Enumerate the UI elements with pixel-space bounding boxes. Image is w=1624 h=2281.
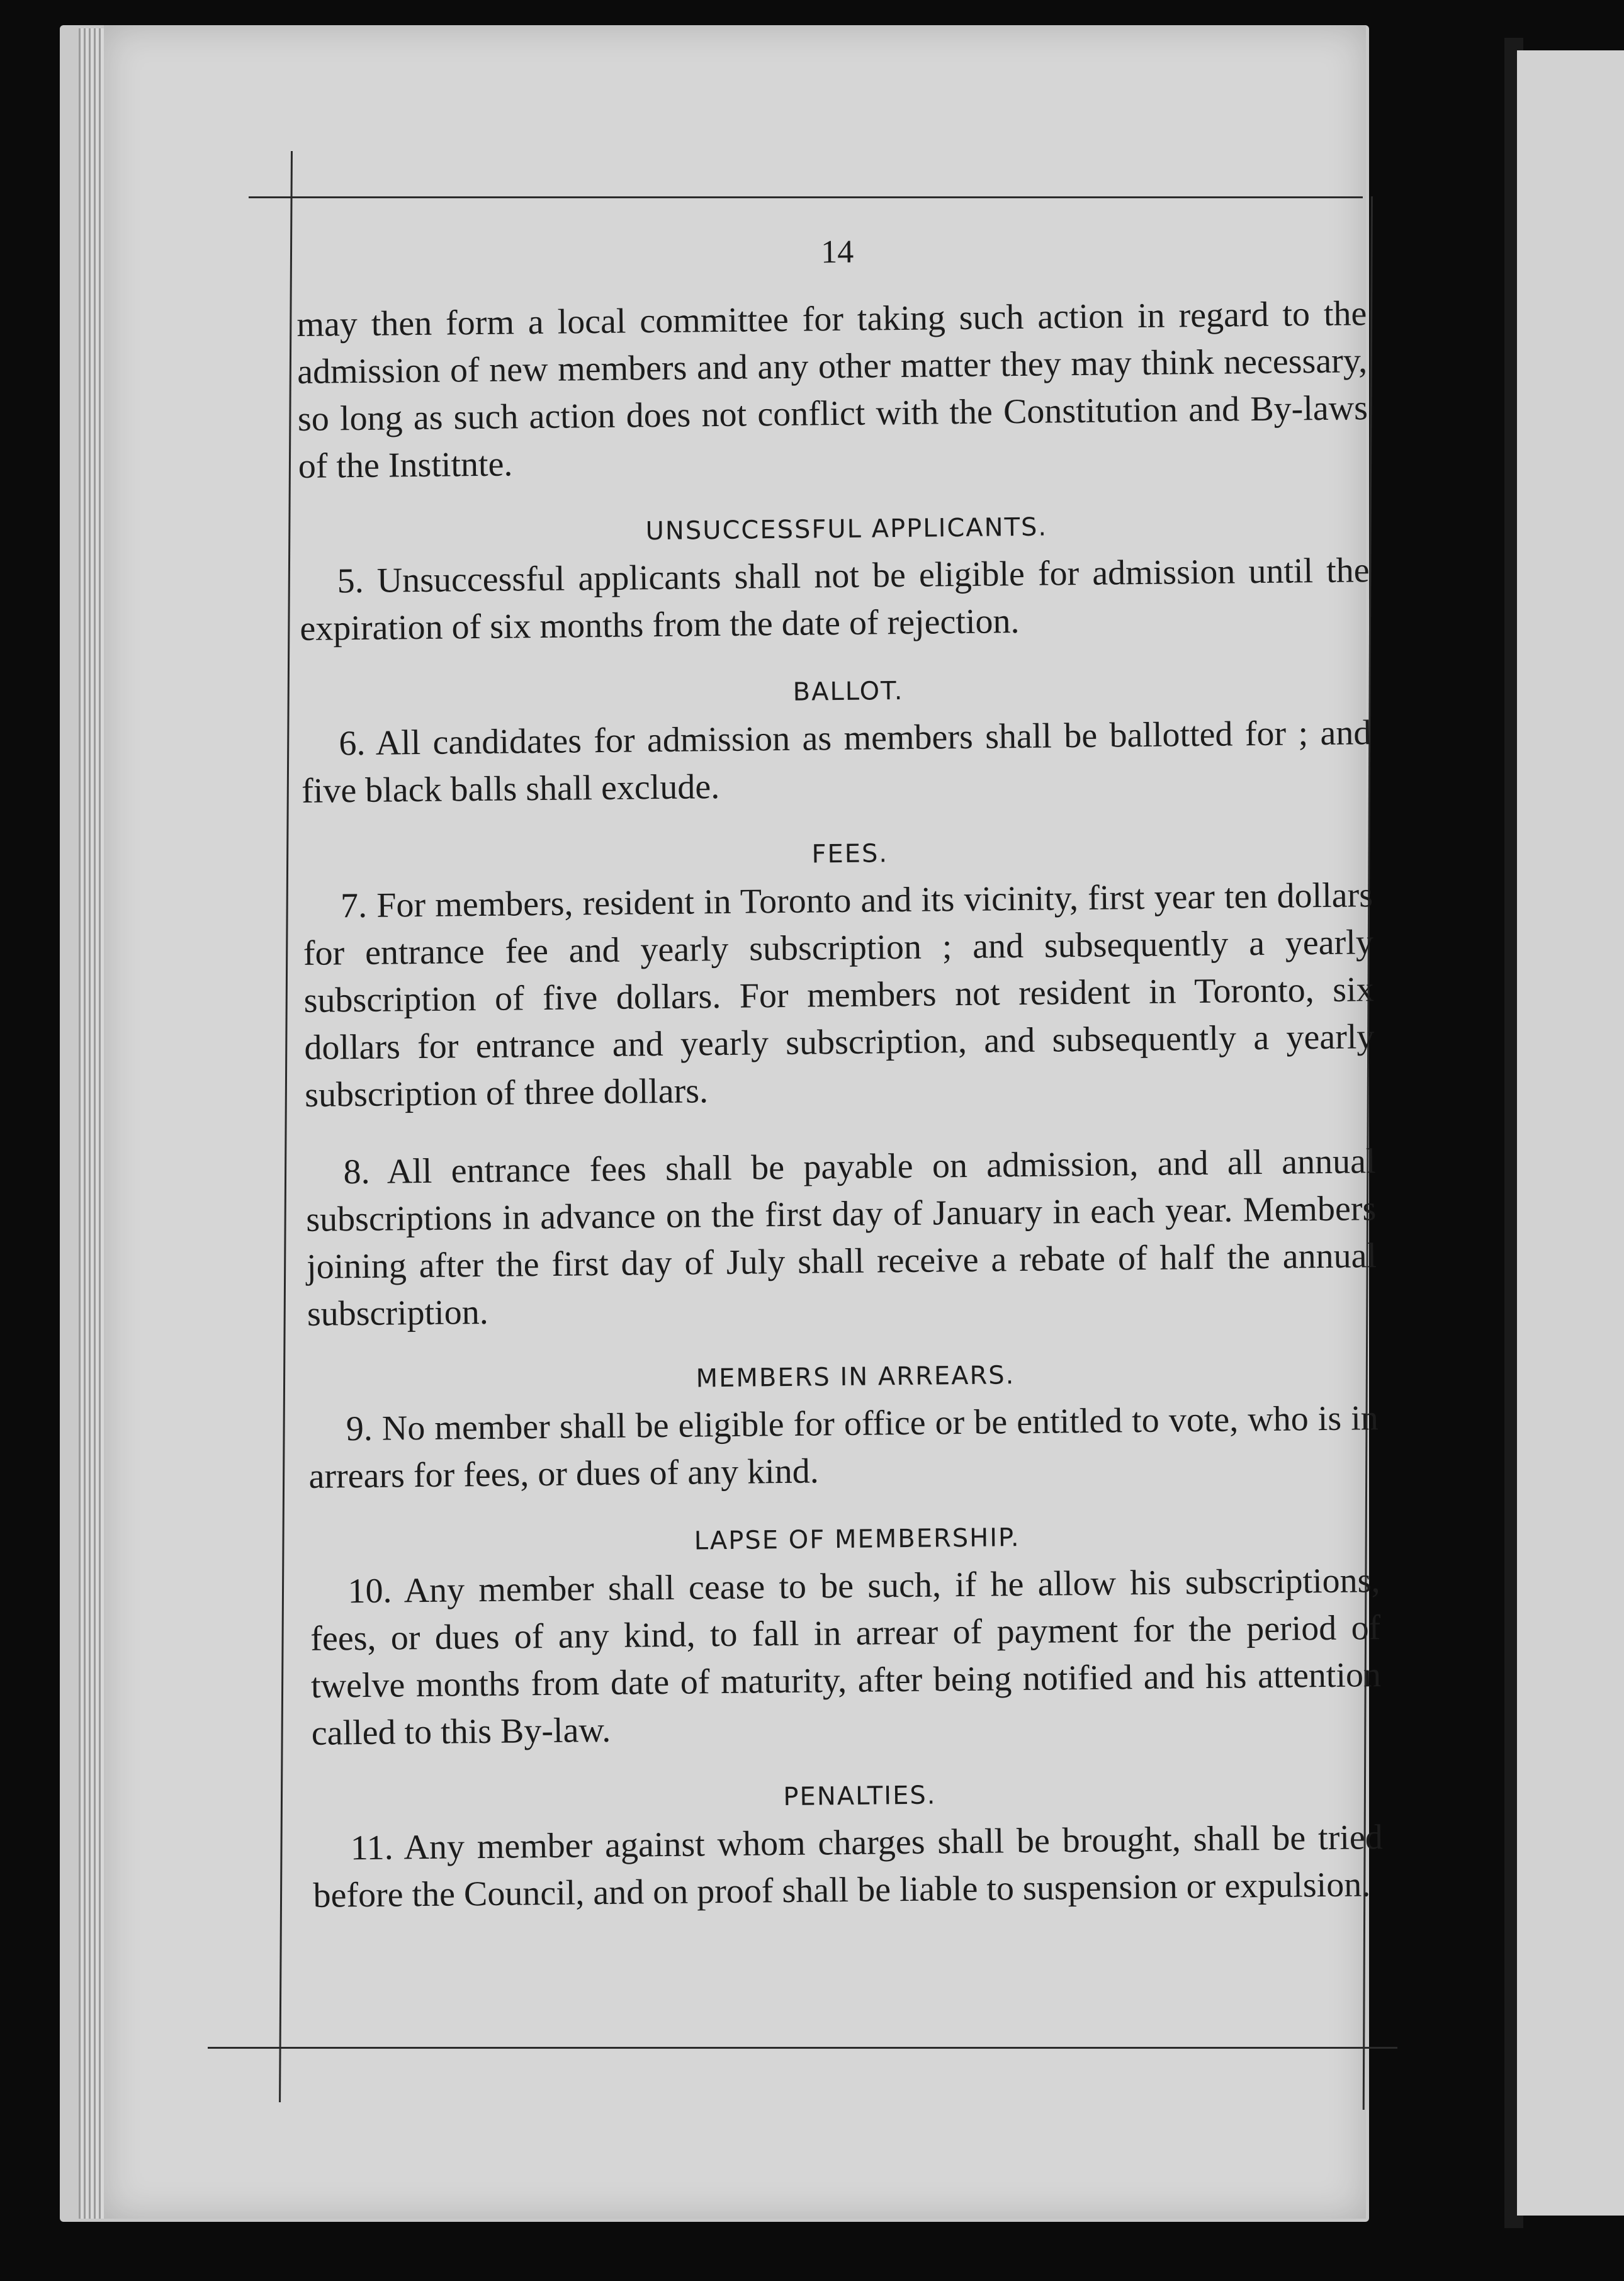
paragraph: 7. For members, resident in Toronto and its vicinity, first year ten dollars for entrance fee and yearly subscription ; and subsequently a yearly subscription of five dollars. For members not resident in Toronto, six dollars for entrance and yearly subscription, and subsequently a yearly subscription of three dollars. xyxy=(303,876,1375,1115)
paragraph: 5. Unsuccessful applicants shall not be eligible for admission until the expiration of six months from the date of rejection. xyxy=(300,551,1370,648)
frame-rule-bottom xyxy=(208,2047,1397,2049)
section-heading: UNSUCCESSFUL APPLICANTS. xyxy=(645,512,1048,546)
paragraph: 9. No member shall be eligible for office or be entitled to vote, who is in arrears for fees, or dues of any kind. xyxy=(308,1399,1379,1496)
facing-page xyxy=(1517,50,1624,2216)
paragraph: 11. Any member against whom charges shall be brought, shall be tried before the Council, and on proof shall be liable to suspension or expulsion. xyxy=(313,1818,1384,1915)
section-heading: PENALTIES. xyxy=(783,1781,937,1812)
paragraph: 8. All entrance fees shall be payable on admission, and all annual subscriptions in advance on the first day of January in each year. Members joining after the first day of July shall receive a rebate of half the annual subscription. xyxy=(305,1142,1377,1334)
paragraph: 6. All candidates for admission as members shall be ballotted for ; and five black balls shall exclude. xyxy=(301,713,1372,811)
intro-paragraph: may then form a local committee for taking such action in regard to the admission of new members and any other matter they may think necessary, so long as such action does not conflict with the Constitution and By-laws of the Institnte. xyxy=(296,294,1368,486)
frame-rule-top xyxy=(249,196,1363,198)
section-heading: BALLOT. xyxy=(792,676,904,707)
section-heading: FEES. xyxy=(811,839,889,869)
section-heading: MEMBERS IN ARREARS. xyxy=(696,1361,1015,1394)
page-number: 14 xyxy=(820,234,854,271)
section-heading: LAPSE OF MEMBERSHIP. xyxy=(694,1523,1020,1556)
page-edges xyxy=(79,28,104,2219)
page-text xyxy=(296,228,1384,1920)
paragraph: 10. Any member shall cease to be such, if he allow his subscriptions, fees, or dues of any kind, to fall in arrear of payment for the period of twelve months from date of maturity, after being notified and his attention called to this By-law. xyxy=(310,1561,1382,1753)
